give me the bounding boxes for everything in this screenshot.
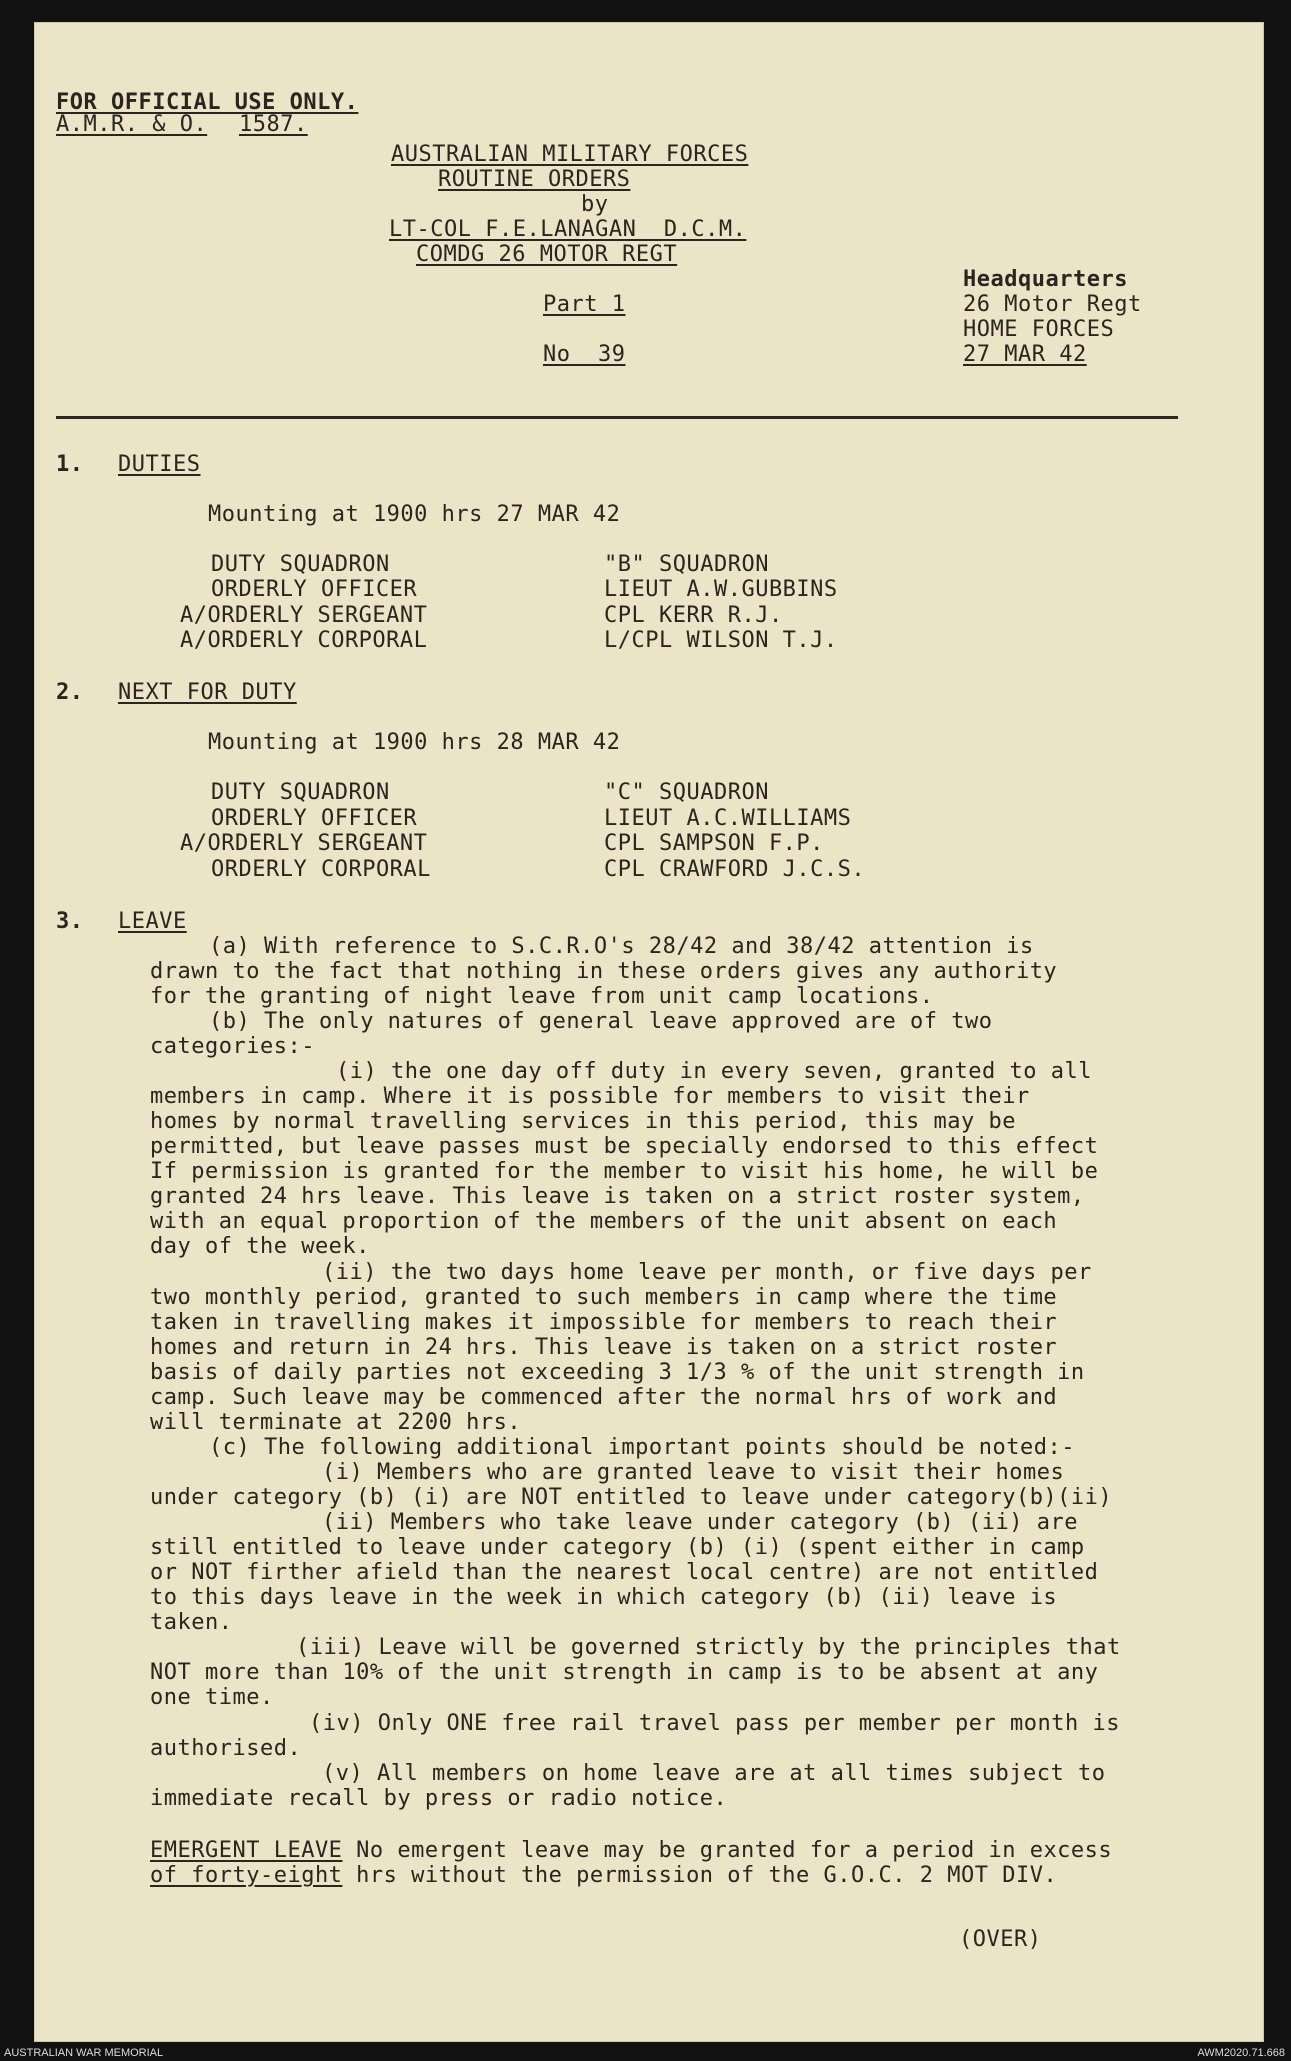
leave-line: day of the week. xyxy=(150,1234,370,1259)
leave-line: granted 24 hrs leave. This leave is taken on a strict roster system, xyxy=(150,1184,1085,1209)
leave-line: authorised. xyxy=(150,1736,302,1761)
next-duty-name: LIEUT A.C.WILLIAMS xyxy=(604,806,852,831)
leave-line: taken. xyxy=(150,1610,233,1635)
emergent-leave-line-2 xyxy=(150,1865,1057,1887)
next-duty-role: A/ORDERLY SERGEANT xyxy=(180,831,428,856)
title-line-4: LT-COL F.E.LANAGAN D.C.M. xyxy=(389,217,747,242)
leave-line: (iv) Only ONE free rail travel pass per member per month is xyxy=(309,1711,1120,1736)
hq-line-2: 26 Motor Regt xyxy=(963,292,1142,317)
leave-line: drawn to the fact that nothing in these orders gives any authority xyxy=(150,959,1058,984)
duties-role: DUTY SQUADRON xyxy=(211,552,390,577)
section-1-heading: DUTIES xyxy=(118,452,201,477)
footer-reference: AWM2020.71.668 xyxy=(1197,2047,1285,2059)
header-rule xyxy=(56,416,1178,419)
leave-line: basis of daily parties not exceeding 3 1/3 % of the unit strength in xyxy=(150,1360,1085,1385)
hq-line-1: Headquarters xyxy=(963,267,1128,292)
leave-line: homes by normal travelling services in this period, this may be xyxy=(150,1109,1016,1134)
next-duty-role: DUTY SQUADRON xyxy=(211,780,390,805)
leave-line: under category (b) (i) are NOT entitled to leave under category(b)(ii) xyxy=(150,1485,1113,1510)
leave-line: permitted, but leave passes must be specially endorsed to this effect xyxy=(150,1134,1099,1159)
leave-line: to this days leave in the week in which category (b) (ii) leave is xyxy=(150,1585,1058,1610)
next-duty-role: ORDERLY OFFICER xyxy=(211,806,418,831)
duties-name: "B" SQUADRON xyxy=(604,552,769,577)
duties-name: CPL KERR R.J. xyxy=(604,603,783,628)
leave-line: NOT more than 10% of the unit strength in camp is to be absent at any xyxy=(150,1660,1099,1685)
leave-line: (c) The following additional important points should be noted:- xyxy=(209,1435,1075,1460)
next-duty-name: "C" SQUADRON xyxy=(604,780,769,805)
duties-name: LIEUT A.W.GUBBINS xyxy=(604,577,838,602)
leave-line: If permission is granted for the member to visit his home, he will be xyxy=(150,1159,1099,1184)
duties-name: L/CPL WILSON T.J. xyxy=(604,628,838,653)
footer-source: AUSTRALIAN WAR MEMORIAL xyxy=(4,2047,164,2059)
amr-reference: A.M.R. & O. xyxy=(56,112,208,137)
section-2-heading: NEXT FOR DUTY xyxy=(118,680,297,705)
leave-line: categories:- xyxy=(150,1034,315,1059)
section-2-number: 2. xyxy=(56,680,84,705)
leave-line: camp. Such leave may be commenced after the normal hrs of work and xyxy=(150,1385,1058,1410)
emergent-leave-text: No emergent leave may be granted for a period in excess xyxy=(342,1838,1113,1863)
next-duty-role: ORDERLY CORPORAL xyxy=(211,857,431,882)
leave-line: (v) All members on home leave are at all times subject to xyxy=(322,1761,1106,1786)
order-number: No 39 xyxy=(543,342,626,367)
amr-number: 1587. xyxy=(239,112,308,137)
section-3-number: 3. xyxy=(56,909,84,934)
hq-line-3: HOME FORCES xyxy=(963,317,1115,342)
leave-line: two monthly period, granted to such members in camp where the time xyxy=(150,1285,1058,1310)
leave-line: immediate recall by press or radio notice. xyxy=(150,1786,728,1811)
leave-line: (iii) Leave will be governed strictly by the principles that xyxy=(296,1635,1121,1660)
leave-line: or NOT firther afield than the nearest local centre) are not entitled xyxy=(150,1560,1099,1585)
next-duty-name: CPL SAMPSON F.P. xyxy=(604,831,824,856)
leave-line: (i) the one day off duty in every seven, granted to all xyxy=(336,1059,1092,1084)
section-3-heading: LEAVE xyxy=(118,909,187,934)
leave-line: (ii) Members who take leave under category (b) (ii) are xyxy=(322,1510,1078,1535)
part-label: Part 1 xyxy=(543,292,626,317)
official-use-label: FOR OFFICIAL USE ONLY. xyxy=(56,90,359,115)
next-duty-mounting: Mounting at 1900 hrs 28 MAR 42 xyxy=(208,730,621,755)
over-label: (OVER) xyxy=(959,1927,1042,1952)
duties-mounting: Mounting at 1900 hrs 27 MAR 42 xyxy=(208,502,621,527)
duties-role: A/ORDERLY CORPORAL xyxy=(180,628,428,653)
document-page xyxy=(34,22,1264,2042)
emergent-leave-line-1 xyxy=(150,1840,1112,1862)
leave-line: for the granting of night leave from unit camp locations. xyxy=(150,984,934,1009)
leave-line: with an equal proportion of the members of the unit absent on each xyxy=(150,1209,1058,1234)
leave-line: still entitled to leave under category (b) (i) (spent either in camp xyxy=(150,1535,1085,1560)
title-line-5: COMDG 26 MOTOR REGT xyxy=(416,242,678,267)
leave-line: members in camp. Where it is possible for members to visit their xyxy=(150,1084,1030,1109)
title-line-3: by xyxy=(581,192,609,217)
emergent-leave-label-2: of forty-eight xyxy=(150,1863,343,1888)
emergent-leave-text-2: hrs without the permission of the G.O.C. 2 MOT DIV. xyxy=(342,1863,1058,1888)
emergent-leave-label: EMERGENT LEAVE xyxy=(150,1838,343,1863)
leave-line: taken in travelling makes it impossible for members to reach their xyxy=(150,1310,1058,1335)
leave-line: one time. xyxy=(150,1685,274,1710)
leave-line: (i) Members who are granted leave to visit their homes xyxy=(322,1460,1065,1485)
section-1-number: 1. xyxy=(56,452,84,477)
title-line-2: ROUTINE ORDERS xyxy=(438,167,631,192)
leave-line: (ii) the two days home leave per month, or five days per xyxy=(322,1260,1092,1285)
leave-line: will terminate at 2200 hrs. xyxy=(150,1410,522,1435)
title-line-1: AUSTRALIAN MILITARY FORCES xyxy=(391,142,749,167)
next-duty-name: CPL CRAWFORD J.C.S. xyxy=(604,857,866,882)
duties-role: ORDERLY OFFICER xyxy=(211,577,418,602)
hq-line-4: 27 MAR 42 xyxy=(963,342,1087,367)
leave-line: homes and return in 24 hrs. This leave is taken on a strict roster xyxy=(150,1335,1058,1360)
leave-line: (a) With reference to S.C.R.O's 28/42 and 38/42 attention is xyxy=(209,934,1034,959)
leave-line: (b) The only natures of general leave approved are of two xyxy=(209,1009,993,1034)
duties-role: A/ORDERLY SERGEANT xyxy=(180,603,428,628)
